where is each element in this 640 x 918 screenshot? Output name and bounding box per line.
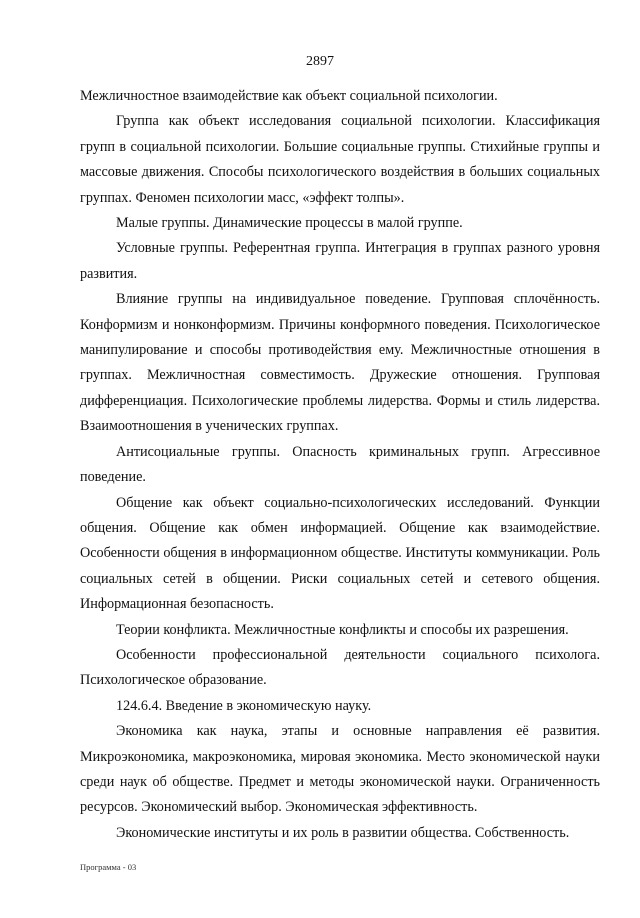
paragraph: Группа как объект исследования социальной психологии. Классификация групп в социальной психологии. Большие социальные группы. Стихийные группы и массовые движения. Способы психологического воздействия в больших социальных группах. Феномен психологии масс, «эффект толпы». [80, 113, 600, 206]
section-heading: 124.6.4. Введение в экономическую науку. [116, 697, 372, 714]
paragraph: Особенности профессиональной деятельности социального психолога. Психологическое образование. [80, 646, 600, 689]
body-text [80, 84, 600, 846]
paragraph: Влияние группы на индивидуальное поведение. Групповая сплочённость. Конформизм и нонконформизм. Причины конформного поведения. Психологическое манипулирование и способы противодействия ему. Межличностные отношения в группах. Межличностная совместимость. Дружеские отношения. Групповая дифференциация. Психологические проблемы лидерства. Формы и стиль лидерства. Взаимоотношения в ученических группах. [80, 291, 600, 435]
paragraph: Теории конфликта. Межличностные конфликты и способы их разрешения. [116, 621, 569, 638]
paragraph: Экономика как наука, этапы и основные направления её развития. Микроэкономика, макроэкономика, мировая экономика. Место экономической науки среди наук об обществе. Предмет и методы экономической науки. Ограниченность ресурсов. Экономический выбор. Экономическая эффективность. [80, 723, 600, 816]
footer-label: Программа - 03 [80, 862, 137, 872]
paragraph: Экономические институты и их роль в развитии общества. Собственность. [116, 824, 570, 841]
paragraph: Общение как объект социально-психологических исследований. Функции общения. Общение как обмен информацией. Общение как взаимодействие. Особенности общения в информационном обществе. Институты коммуникации. Роль социальных сетей в общении. Риски социальных сетей и сетевого общения. Информационная безопасность. [80, 494, 600, 613]
paragraph: Малые группы. Динамические процессы в малой группе. [116, 215, 463, 232]
paragraph: Условные группы. Референтная группа. Интеграция в группах разного уровня развития. [80, 240, 600, 282]
paragraph: Межличностное взаимодействие как объект социальной психологии. [80, 88, 498, 104]
paragraph: Антисоциальные группы. Опасность криминальных групп. Агрессивное поведение. [80, 443, 600, 486]
page-number: 2897 [306, 54, 334, 69]
